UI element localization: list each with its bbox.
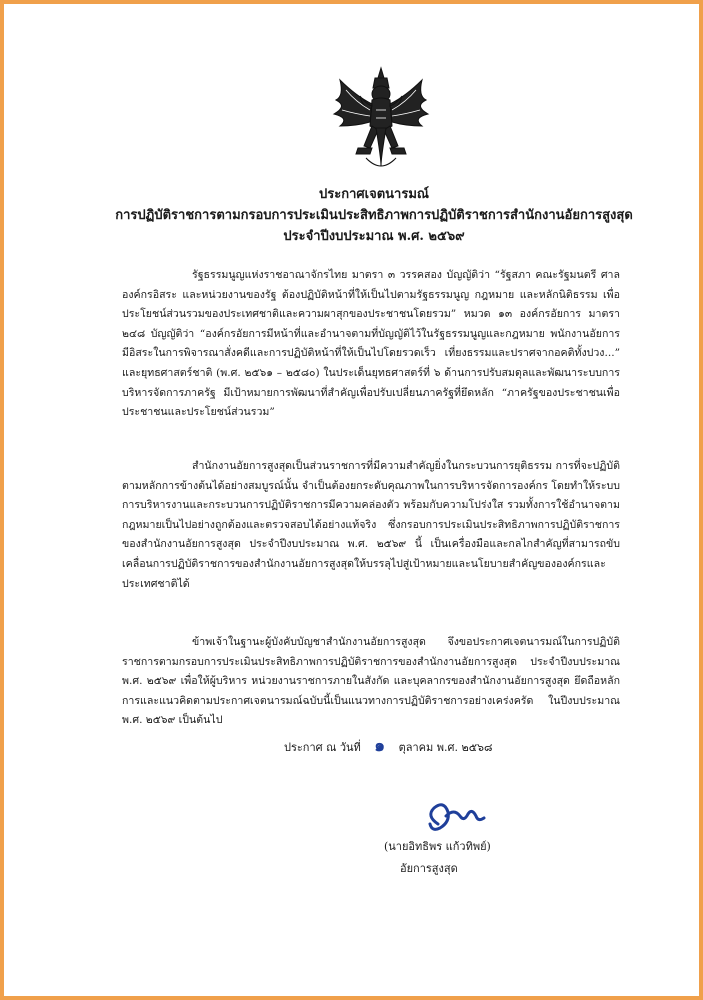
signer-name: (นายอิทธิพร แก้วทิพย์): [384, 840, 491, 853]
announcement-prefix: ประกาศ ณ วันที่: [284, 741, 361, 754]
document-heading-line2: การปฏิบัติราชการตามกรอบการประเมินประสิทธิภาพการปฏิบัติราชการสำนักงานอัยการสูงสุด: [115, 208, 633, 223]
announcement-month-year: ตุลาคม พ.ศ. ๒๕๖๘: [398, 741, 493, 754]
body-paragraph-3: ข้าพเจ้าในฐานะผู้บังคับบัญชาสำนักงานอัยการสูงสุด จึงขอประกาศเจตนารมณ์ในการปฏิบัติราชการตามกรอบการประเมินประสิทธิภาพการปฏิบัติราชการของสำนักงานอัยการสูงสุด ประจำปีงบประมาณ พ.ศ. ๒๕๖๙ เพื่อให้ผู้บริหาร หน่วยงานราชการภายในสังกัด และบุคลากรของสำนักงานอัยการสูงสุด ยึดถือหลักการและแนวคิดตามประกาศเจตนารมณ์ฉบับนี้เป็นแนวทางการปฏิบัติราชการอย่างเคร่งครัด ในปีงบประมาณ พ.ศ. ๒๕๖๙ เป็นต้นไป: [122, 636, 620, 727]
announcement-day: ๑: [374, 736, 386, 756]
document-heading-line1: ประกาศเจตนารมณ์: [319, 187, 429, 202]
body-paragraph-1: รัฐธรรมนูญแห่งราชอาณาจักรไทย มาตรา ๓ วรรคสอง บัญญัติว่า “รัฐสภา คณะรัฐมนตรี ศาล องค์กรอิสระ และหน่วยงานของรัฐ ต้องปฏิบัติหน้าที่ให้เป็นไปตามรัฐธรรมนูญ กฎหมาย และหลักนิติธรรม เพื่อประโยชน์ส่วนรวมของประเทศชาติและความผาสุกของประชาชนโดยรวม” หมวด ๑๓ องค์กรอัยการ มาตรา ๒๔๘ บัญญัติว่า “องค์กรอัยการมีหน้าที่และอำนาจตามที่บัญญัติไว้ในรัฐธรรมนูญและกฎหมาย พนักงานอัยการมีอิสระในการพิจารณาสั่งคดีและการปฏิบัติหน้าที่ให้เป็นไปโดยรวดเร็ว เที่ยงธรรมและปราศจากอคติทั้งปวง...” และยุทธศาสตร์ชาติ (พ.ศ. ๒๕๖๑ – ๒๕๘๐) ในประเด็นยุทธศาสตร์ที่ ๖ ด้านการปรับสมดุลและพัฒนาระบบการบริหารจัดการภาครัฐ มีเป้าหมายการพัฒนาที่สำคัญเพื่อปรับเปลี่ยนภาครัฐที่ยึดหลัก “ภาครัฐของประชาชนเพื่อประชาชนและประโยชน์ส่วนรวม”: [122, 269, 620, 419]
garuda-emblem-icon: [326, 66, 436, 174]
document-heading-line3: ประจำปีงบประมาณ พ.ศ. ๒๕๖๙: [283, 229, 465, 244]
signer-title: อัยการสูงสุด: [400, 862, 458, 875]
announcement-date: [284, 736, 493, 758]
body-paragraph-2: สำนักงานอัยการสูงสุดเป็นส่วนราชการที่มีความสำคัญยิ่งในกระบวนการยุติธรรม การที่จะปฏิบัติตามหลักการข้างต้นได้อย่างสมบูรณ์นั้น จำเป็นต้องยกระดับคุณภาพในการบริหารจัดการองค์กร โดยทำให้ระบบการบริหารงานและกระบวนการปฏิบัติราชการมีความคล่องตัว พร้อมกับความโปร่งใส รวมทั้งการใช้อำนาจตามกฎหมายเป็นไปอย่างถูกต้องและตรวจสอบได้อย่างแท้จริง ซึ่งกรอบการประเมินประสิทธิภาพการปฏิบัติราชการของสำนักงานอัยการสูงสุด ประจำปีงบประมาณ พ.ศ. ๒๕๖๙ นี้ เป็นเครื่องมือและกลไกสำคัญที่สามารถขับเคลื่อนการปฏิบัติราชการของสำนักงานอัยการสูงสุดให้บรรลุไปสู่เป้าหมายและนโยบายสำคัญขององค์กรและประเทศชาติได้: [122, 460, 620, 590]
